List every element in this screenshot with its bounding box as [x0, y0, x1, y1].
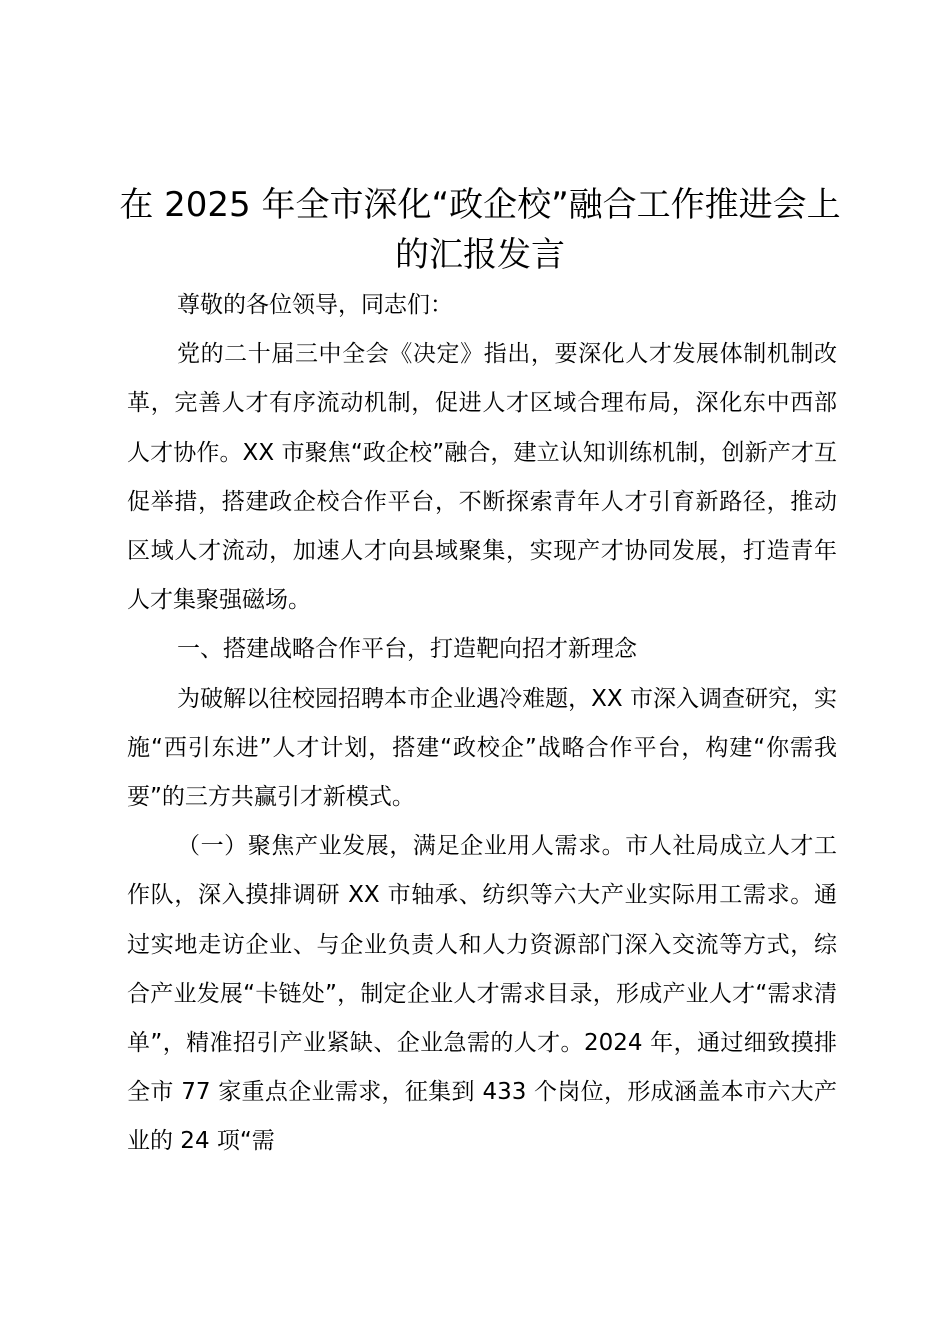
paragraph-intro: 党的二十届三中全会《决定》指出，要深化人才发展体制机制改革，完善人才有序流动机制，促进人才区域合理布局，深化东中西部人才协作。XX 市聚焦“政企校”融合，建立认知训练机制，创新产才互促举措，搭建政企校合作平台，不断探索青年人才引育新路径，推动区域人才流动，加速人才向县域聚集，实现产才协同发展，打造青年人才集聚强磁场。	[127, 341, 837, 614]
salutation: 尊敬的各位领导，同志们：	[177, 292, 453, 318]
paragraph-subsection-1: （一）聚焦产业发展，满足企业用人需求。市人社局成立人才工作队，深入摸排调研 XX 市轴承、纺织等六大产业实际用工需求。通过实地走访企业、与企业负责人和人力资源部门深入交流等方式，综合产业发展“卡链处”，制定企业人才需求目录，形成产业人才“需求清单”，精准招引产业紧缺、企业急需的人才。2024 年，通过细致摸排全市 77 家重点企业需求，征集到 433 个岗位，形成涵盖本市六大产业的 24 项“需	[127, 833, 837, 1155]
section-heading-1: 一、搭建战略合作平台，打造靶向招才新理念	[177, 636, 637, 663]
document-title: 在 2025 年全市深化“政企校”融合工作推进会上的汇报发言	[119, 185, 841, 275]
document-body	[127, 281, 837, 1167]
paragraph-section-1: 为破解以往校园招聘本市企业遇冷难题，XX 市深入调查研究，实施“西引东进”人才计划，搭建“政校企”战略合作平台，构建“你需我要”的三方共赢引才新模式。	[127, 685, 837, 811]
